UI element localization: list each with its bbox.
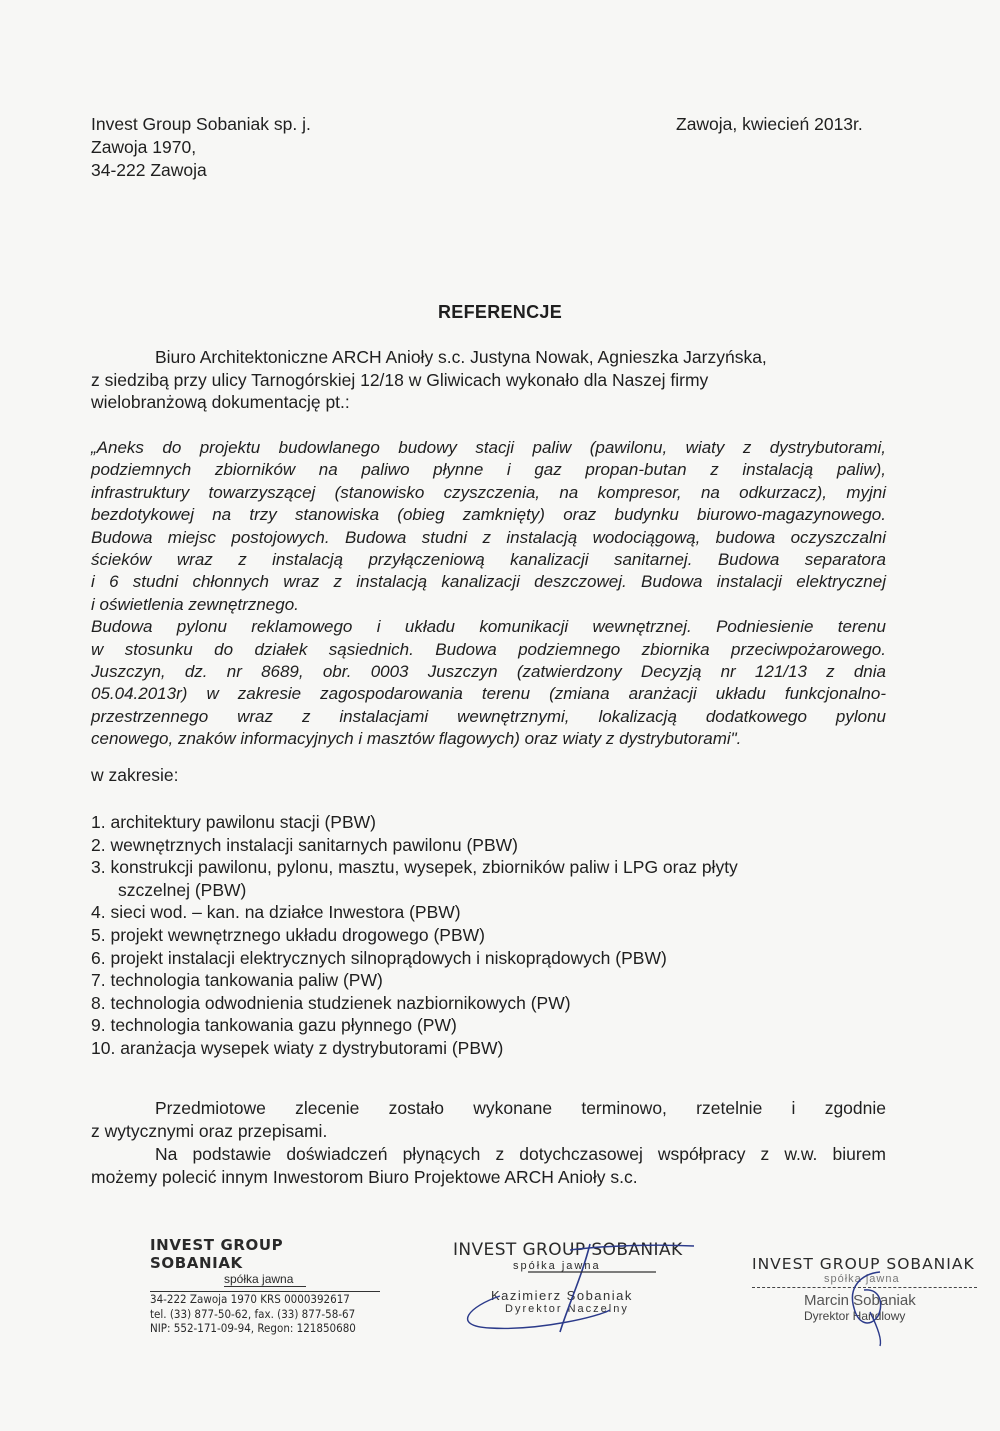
list-item: 8. technologia odwodnienia studzienek nazbiornikowych (PW)	[91, 992, 571, 1013]
stamp-person-name: Marcin Sobaniak	[804, 1292, 916, 1309]
list-item: 7. technologia tankowania paliw (PW)	[91, 970, 383, 991]
quote-line: ścieków wraz z instalacją przyłączeniową kanalizacji sanitarnej. Budowa separatora	[91, 549, 886, 569]
list-item: 10. aranżacja wysepek wiaty z dystrybutorami (PBW)	[91, 1037, 504, 1058]
closing-line: Przedmiotowe zlecenie zostało wykonane terminowo, rzetelnie i zgodnie	[155, 1098, 886, 1118]
stamp-detail-line: NIP: 552-171-09-94, Regon: 121850680	[150, 1321, 356, 1335]
quote-line: Budowa miejsc postojowych. Budowa studni z instalacją wodociągową, budowa oczyszczalni	[91, 527, 886, 547]
sender-line: Invest Group Sobaniak sp. j.	[91, 114, 311, 134]
quote-line: Juszczyn, dz. nr 8689, obr. 0003 Juszczyn (zatwierdzony Decyzją nr 121/13 z dnia	[91, 661, 886, 681]
list-item: 9. technologia tankowania gazu płynnego (PW)	[91, 1015, 457, 1036]
closing-paragraph	[91, 1097, 886, 1189]
director-signature-icon	[450, 1236, 710, 1336]
stamp-company-form: spółka jawna	[513, 1260, 601, 1272]
closing-line: z wytycznymi oraz przepisami.	[91, 1121, 328, 1141]
stamp-person-name: Kazimierz Sobaniak	[491, 1288, 633, 1303]
intro-line: Biuro Architektoniczne ARCH Anioły s.c. Justyna Nowak, Agnieszka Jarzyńska,	[155, 347, 767, 367]
scope-label: w zakresie:	[91, 765, 179, 785]
company-stamp	[150, 1236, 380, 1336]
quote-line: Budowa pylonu reklamowego i układu komunikacji wewnętrznej. Podniesienie terenu	[91, 617, 886, 637]
sales-signature-icon	[820, 1268, 910, 1348]
list-item: 1. architektury pawilonu stacji (PBW)	[91, 812, 376, 832]
quote-line: i 6 studni chłonnych wraz z instalacją kanalizacji deszczowej. Budowa instalacji elektrycznej	[91, 572, 886, 592]
stamp-detail-line: tel. (33) 877-50-62, fax. (33) 877-58-67	[150, 1306, 356, 1321]
list-item: 2. wewnętrznych instalacji sanitarnych pawilonu (PBW)	[91, 834, 518, 855]
stamp-company-form: spółka jawna	[824, 1273, 900, 1285]
sender-line: 34-222 Zawoja	[91, 160, 207, 180]
sender-line: Zawoja 1970,	[91, 137, 197, 157]
stamp-person-role: Dyrektor Naczelny	[505, 1303, 629, 1315]
quote-line: i oświetlenia zewnętrznego.	[91, 594, 299, 614]
list-item: 5. projekt wewnętrznego układu drogowego (PBW)	[91, 924, 485, 945]
place-date: Zawoja, kwiecień 2013r.	[676, 114, 863, 134]
letter-title: REFERENCJE	[437, 302, 563, 322]
stamp-company-name: INVEST GROUP SOBANIAK	[453, 1240, 683, 1260]
quote-line: 05.04.2013r) w zakresie zagospodarowania terenu (zmiana aranżacji układu funkcjonalno-	[91, 684, 886, 704]
list-item-continuation: szczelnej (PBW)	[118, 879, 247, 900]
list-item: 4. sieci wod. – kan. na działce Inwestora (PBW)	[91, 902, 461, 923]
quote-line: przestrzennego wraz z instalacjami wewnętrznymi, lokalizacją dodatkowego pylonu	[91, 706, 886, 726]
quote-line: cenowego, znaków informacyjnych i masztów flagowych) oraz wiaty z dystrybutorami".	[91, 729, 742, 749]
stamp-person-role: Dyrektor Handlowy	[804, 1309, 906, 1323]
closing-line: możemy polecić innym Inwestorom Biuro Projektowe ARCH Anioły s.c.	[91, 1167, 638, 1187]
intro-line: z siedzibą przy ulicy Tarnogórskiej 12/18 w Gliwicach wykonało dla Naszej firmy	[91, 369, 709, 390]
quote-line: „Aneks do projektu budowlanego budowy stacji paliw (pawilonu, wiaty z dystrybutorami,	[91, 438, 886, 457]
stamp-company-form: spółka jawna	[224, 1272, 306, 1287]
sender-address	[91, 113, 311, 182]
stamp-company-name: INVEST GROUP SOBANIAK	[150, 1236, 284, 1272]
stamp-detail-line: 34-222 Zawoja 1970 KRS 0000392617	[150, 1292, 350, 1306]
quote-line: bezdotykowej na trzy stanowiska (obieg zamknięty) oraz budynku biurowo-magazynowego.	[91, 505, 886, 525]
intro-paragraph	[91, 346, 767, 414]
quote-line: infrastruktury towarzyszącej (stanowisko czyszczenia, na kompresor, na odkurzacz), myjni	[91, 482, 886, 502]
quote-line: w stosunku do działek sąsiednich. Budowa podziemnego zbiornika przeciwpożarowego.	[91, 639, 886, 659]
project-title-quote	[91, 438, 886, 751]
stamp-company-name: INVEST GROUP SOBANIAK	[752, 1255, 975, 1273]
quote-line: podziemnych zbiorników na paliwo płynne i gaz propan-butan z instalacją paliw),	[91, 460, 886, 480]
closing-line: Na podstawie doświadczeń płynących z dotychczasowej współpracy z w.w. biurem	[155, 1144, 886, 1164]
list-item: 3. konstrukcji pawilonu, pylonu, masztu, wysepek, zbiorników paliw i LPG oraz płyty	[91, 857, 738, 878]
scope-list	[91, 811, 738, 1060]
intro-line: wielobranżową dokumentację pt.:	[91, 392, 350, 412]
list-item: 6. projekt instalacji elektrycznych silnoprądowych i niskoprądowych (PBW)	[91, 947, 667, 968]
